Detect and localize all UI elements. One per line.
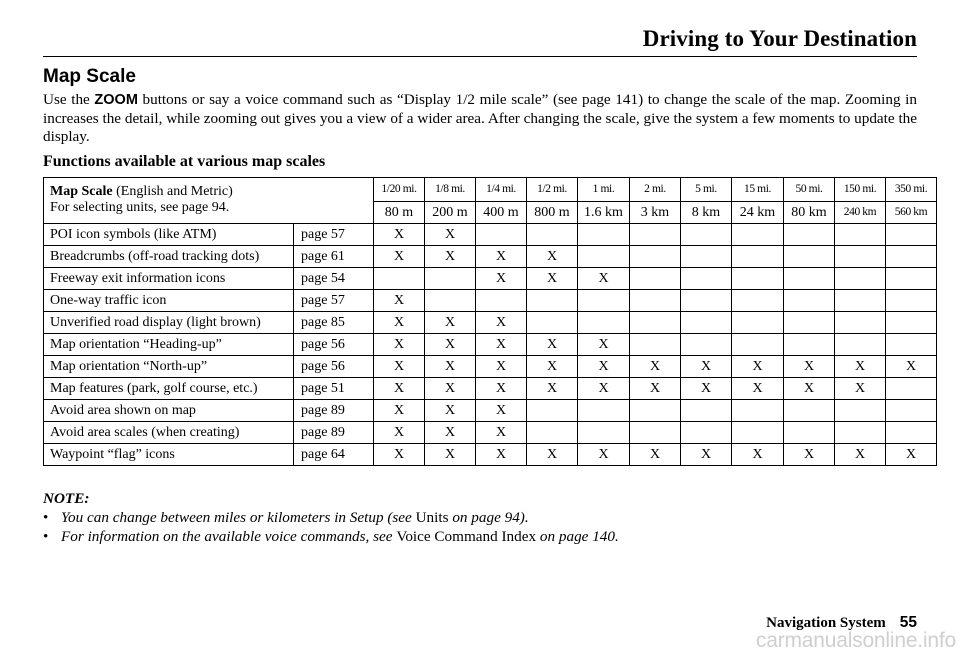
feature-page-ref: page 89 (294, 400, 374, 422)
scale-mile-header: 1/2 mi. (527, 178, 578, 202)
availability-mark: X (476, 400, 527, 422)
availability-mark: X (784, 378, 835, 400)
scale-metric-header: 800 m (527, 202, 578, 224)
availability-mark: X (374, 246, 425, 268)
availability-mark (681, 290, 732, 312)
availability-mark (784, 290, 835, 312)
availability-mark: X (681, 356, 732, 378)
availability-mark (835, 224, 886, 246)
table-row (44, 422, 937, 444)
availability-mark: X (425, 312, 476, 334)
feature-name: POI icon symbols (like ATM) (44, 224, 294, 246)
availability-mark (630, 422, 681, 444)
availability-mark: X (835, 444, 886, 466)
availability-mark: X (578, 356, 630, 378)
availability-mark (527, 224, 578, 246)
scale-mile-header: 1/4 mi. (476, 178, 527, 202)
note-block (43, 489, 619, 546)
table-row (44, 246, 937, 268)
availability-mark (630, 268, 681, 290)
availability-mark (886, 378, 937, 400)
availability-mark (527, 400, 578, 422)
feature-page-ref: page 51 (294, 378, 374, 400)
availability-mark: X (374, 312, 425, 334)
feature-name: Avoid area shown on map (44, 400, 294, 422)
availability-mark: X (630, 356, 681, 378)
feature-page-ref: page 57 (294, 224, 374, 246)
table-row (44, 290, 937, 312)
availability-mark (732, 224, 784, 246)
availability-mark (527, 290, 578, 312)
availability-mark: X (374, 224, 425, 246)
note-bullet-1-text-a: You can change between miles or kilometers in Setup (see (61, 509, 416, 526)
availability-mark (681, 400, 732, 422)
scale-mile-header: 150 mi. (835, 178, 886, 202)
table-body (44, 178, 937, 466)
availability-mark (681, 422, 732, 444)
availability-mark: X (425, 224, 476, 246)
availability-mark: X (630, 444, 681, 466)
availability-mark (527, 312, 578, 334)
availability-mark: X (886, 356, 937, 378)
scale-metric-header: 200 m (425, 202, 476, 224)
availability-mark (835, 334, 886, 356)
table-row (44, 268, 937, 290)
availability-mark: X (732, 378, 784, 400)
scale-mile-header: 5 mi. (681, 178, 732, 202)
availability-mark (476, 290, 527, 312)
intro-text-start: Use the (43, 91, 95, 108)
feature-name: Waypoint “flag” icons (44, 444, 294, 466)
availability-mark: X (527, 356, 578, 378)
watermark-text: carmanualsonline.info (755, 629, 956, 652)
availability-mark (732, 246, 784, 268)
availability-mark (476, 224, 527, 246)
availability-mark: X (425, 378, 476, 400)
availability-mark: X (527, 334, 578, 356)
availability-mark (578, 312, 630, 334)
feature-page-ref: page 89 (294, 422, 374, 444)
availability-mark (732, 400, 784, 422)
table-row (44, 334, 937, 356)
availability-mark: X (476, 378, 527, 400)
scale-metric-header: 24 km (732, 202, 784, 224)
availability-mark: X (784, 356, 835, 378)
section-title: Map Scale (43, 66, 136, 87)
availability-mark (630, 312, 681, 334)
availability-mark (784, 334, 835, 356)
feature-name: Map orientation “Heading-up” (44, 334, 294, 356)
scale-metric-header: 8 km (681, 202, 732, 224)
availability-mark (630, 246, 681, 268)
feature-page-ref: page 57 (294, 290, 374, 312)
bullet-icon: • (43, 528, 49, 545)
availability-mark (681, 268, 732, 290)
note-bullet-voice-commands (43, 527, 619, 546)
availability-mark: X (681, 378, 732, 400)
availability-mark: X (578, 444, 630, 466)
availability-mark (784, 224, 835, 246)
availability-mark: X (578, 378, 630, 400)
availability-mark (835, 268, 886, 290)
feature-page-ref: page 54 (294, 268, 374, 290)
availability-mark (886, 312, 937, 334)
availability-mark (732, 334, 784, 356)
availability-mark: X (374, 422, 425, 444)
availability-mark: X (886, 444, 937, 466)
availability-mark (578, 246, 630, 268)
scale-metric-header: 560 km (886, 202, 937, 224)
availability-mark: X (630, 378, 681, 400)
availability-mark (630, 400, 681, 422)
map-scale-units-note: (English and Metric) (112, 184, 233, 199)
availability-mark (732, 422, 784, 444)
table-row (44, 400, 937, 422)
feature-name: Map orientation “North-up” (44, 356, 294, 378)
availability-mark (784, 246, 835, 268)
availability-mark: X (476, 312, 527, 334)
scale-mile-header: 2 mi. (630, 178, 681, 202)
availability-mark: X (476, 422, 527, 444)
availability-mark: X (527, 444, 578, 466)
table-row (44, 356, 937, 378)
availability-mark: X (732, 444, 784, 466)
intro-text-rest: buttons or say a voice command such as “Display 1/2 mile scale” (see page 141) to change the scale of the map. Zooming in increases the detail, while zooming out gives you a view of a wider area. After changing the scale, give the system a few moments to update the display. (43, 91, 917, 145)
availability-mark: X (374, 290, 425, 312)
bullet-icon: • (43, 509, 49, 526)
availability-mark: X (476, 356, 527, 378)
map-scale-label: Map Scale (50, 184, 113, 199)
availability-mark (886, 224, 937, 246)
availability-mark: X (374, 356, 425, 378)
scale-metric-header: 240 km (835, 202, 886, 224)
table-row (44, 224, 937, 246)
availability-mark: X (425, 334, 476, 356)
availability-mark (578, 400, 630, 422)
note-bullet-units (43, 508, 619, 527)
availability-mark (784, 400, 835, 422)
header-rule (43, 56, 917, 57)
availability-mark (784, 312, 835, 334)
availability-mark: X (425, 444, 476, 466)
availability-mark (681, 224, 732, 246)
scale-metric-header: 80 m (374, 202, 425, 224)
feature-name: Map features (park, golf course, etc.) (44, 378, 294, 400)
availability-mark: X (527, 246, 578, 268)
availability-mark (578, 290, 630, 312)
availability-mark (630, 290, 681, 312)
note-bullet-2-text-b: on page 140. (536, 528, 619, 545)
availability-mark (527, 422, 578, 444)
availability-mark (886, 422, 937, 444)
table-subheading: Functions available at various map scales (43, 153, 326, 170)
availability-mark: X (681, 444, 732, 466)
footer-section-label: Navigation System (766, 615, 886, 631)
availability-mark: X (578, 268, 630, 290)
availability-mark: X (374, 378, 425, 400)
feature-name: Avoid area scales (when creating) (44, 422, 294, 444)
feature-name: Breadcrumbs (off-road tracking dots) (44, 246, 294, 268)
availability-mark (835, 290, 886, 312)
availability-mark (681, 246, 732, 268)
map-scale-header-cell (44, 178, 374, 224)
table-row (44, 444, 937, 466)
note-bullet-1-ref: Units (415, 509, 449, 526)
availability-mark: X (425, 422, 476, 444)
availability-mark: X (784, 444, 835, 466)
availability-mark (886, 246, 937, 268)
note-bullet-1-text-b: on page 94). (448, 509, 529, 526)
availability-mark (886, 268, 937, 290)
availability-mark (886, 290, 937, 312)
feature-page-ref: page 56 (294, 356, 374, 378)
availability-mark: X (732, 356, 784, 378)
availability-mark: X (476, 246, 527, 268)
availability-mark (374, 268, 425, 290)
scale-metric-header: 3 km (630, 202, 681, 224)
feature-name: One-way traffic icon (44, 290, 294, 312)
note-title: NOTE: (43, 490, 90, 507)
availability-mark (630, 334, 681, 356)
availability-mark (732, 312, 784, 334)
availability-mark (425, 290, 476, 312)
feature-page-ref: page 56 (294, 334, 374, 356)
availability-mark: X (527, 378, 578, 400)
availability-mark (732, 268, 784, 290)
availability-mark: X (425, 246, 476, 268)
scale-metric-header: 80 km (784, 202, 835, 224)
availability-mark (630, 224, 681, 246)
availability-mark (732, 290, 784, 312)
scale-metric-header: 400 m (476, 202, 527, 224)
availability-mark (681, 334, 732, 356)
availability-mark: X (476, 268, 527, 290)
zoom-button-label: ZOOM (94, 92, 138, 108)
availability-mark (835, 246, 886, 268)
scale-mile-header: 1/20 mi. (374, 178, 425, 202)
scale-mile-header: 15 mi. (732, 178, 784, 202)
scale-metric-header: 1.6 km (578, 202, 630, 224)
availability-mark: X (476, 444, 527, 466)
availability-mark (578, 224, 630, 246)
scale-mile-header: 1 mi. (578, 178, 630, 202)
intro-paragraph (43, 91, 917, 147)
availability-mark (681, 312, 732, 334)
availability-mark (835, 400, 886, 422)
availability-mark (886, 334, 937, 356)
availability-mark (784, 422, 835, 444)
availability-mark: X (527, 268, 578, 290)
note-bullet-2-text-a: For information on the available voice commands, see (61, 528, 397, 545)
scale-mile-header: 350 mi. (886, 178, 937, 202)
availability-mark: X (835, 378, 886, 400)
feature-name: Unverified road display (light brown) (44, 312, 294, 334)
availability-mark (578, 422, 630, 444)
scale-mile-header: 50 mi. (784, 178, 835, 202)
scale-mile-header: 1/8 mi. (425, 178, 476, 202)
availability-mark: X (835, 356, 886, 378)
table-row (44, 378, 937, 400)
availability-mark: X (374, 444, 425, 466)
page-number: 55 (899, 614, 917, 631)
note-bullet-2-ref: Voice Command Index (396, 528, 537, 545)
page-header-title: Driving to Your Destination (642, 26, 917, 51)
map-scale-functions-table (43, 177, 937, 466)
availability-mark: X (425, 400, 476, 422)
availability-mark: X (476, 334, 527, 356)
availability-mark: X (374, 400, 425, 422)
availability-mark (886, 400, 937, 422)
miles-scale-row (44, 178, 937, 202)
availability-mark: X (374, 334, 425, 356)
table-row (44, 312, 937, 334)
feature-page-ref: page 64 (294, 444, 374, 466)
units-reference-note: For selecting units, see page 94. (50, 200, 230, 215)
availability-mark (425, 268, 476, 290)
availability-mark (835, 422, 886, 444)
availability-mark (835, 312, 886, 334)
availability-mark: X (578, 334, 630, 356)
feature-page-ref: page 85 (294, 312, 374, 334)
availability-mark: X (425, 356, 476, 378)
feature-name: Freeway exit information icons (44, 268, 294, 290)
availability-mark (784, 268, 835, 290)
feature-page-ref: page 61 (294, 246, 374, 268)
